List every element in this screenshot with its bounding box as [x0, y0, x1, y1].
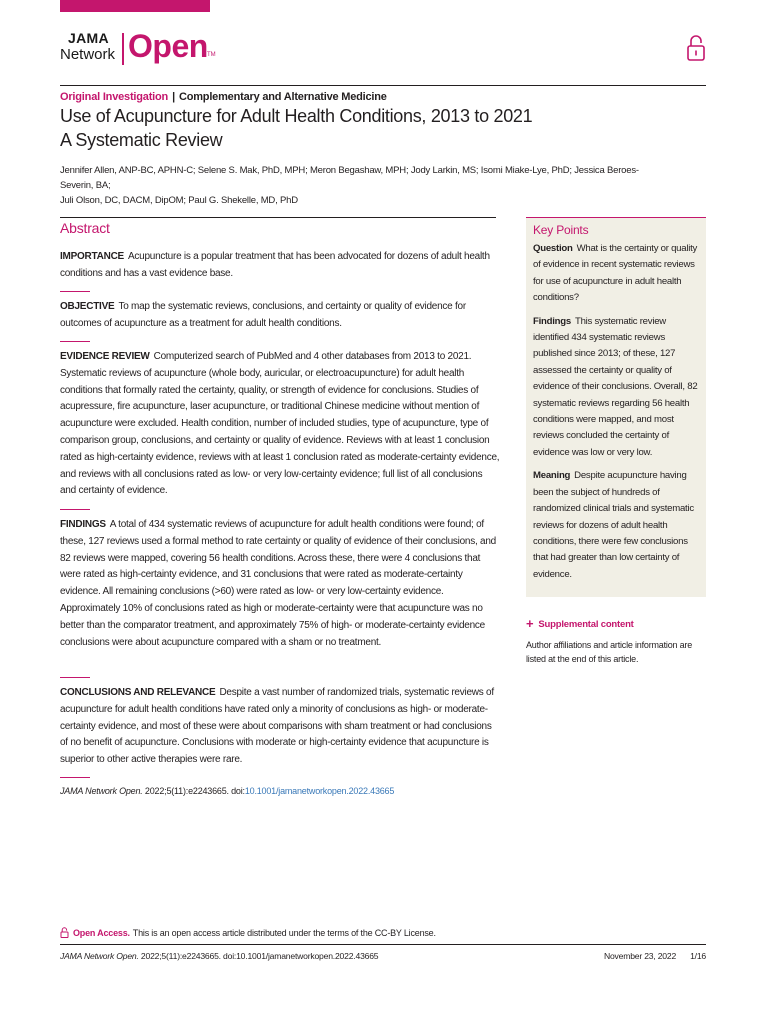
abstract-heading: Abstract — [60, 220, 110, 236]
header-rule — [60, 85, 706, 86]
supplemental-content-link[interactable] — [526, 615, 634, 630]
article-category[interactable]: Complementary and Alternative Medicine — [178, 91, 387, 103]
key-points-box — [526, 217, 706, 597]
open-lock-icon — [60, 927, 69, 940]
key-point-label: Meaning — [533, 470, 571, 482]
journal-logo[interactable] — [60, 30, 280, 70]
section-text: Acupuncture is a popular treatment that has been advocated for dozens of adult health conditions and has a vast evidence base. — [60, 251, 490, 279]
section-text: A total of 434 systematic reviews of acupuncture for adult health conditions were found; of these, 127 reviews used a formal method to rate certainty or quality of evidence of their conclusions, and 82 reviews were mapped, covering 56 health conditions. Across these, there were 4 conclusions that were rated as high-certainty evidence, and 31 conclusions that were rated as moderate-certainty evidence. All remaining conclusions (>60) were rated as low- or very low-certainty evidence. Approximately 10% of conclusions rated as high or moderate-certainty were that acupuncture was no better than the comparator treatment, and approximately 75% of high- or moderate-certainty evidence conclusions were about acupuncture compared with a sham or no treatment. — [60, 519, 496, 648]
article-type[interactable]: Original Investigation — [60, 91, 169, 103]
abstract-citation — [60, 786, 394, 796]
article-title: Use of Acupuncture for Adult Health Conditions, 2013 to 2021 — [60, 106, 533, 126]
affiliations-note: Author affiliations and article information are listed at the end of this article. — [526, 640, 693, 664]
abstract-section-findings — [60, 517, 500, 651]
key-point-findings — [533, 314, 699, 462]
author-line: Juli Olson, DC, DACM, DipOM; Paul G. Shekelle, MD, PhD — [60, 195, 298, 206]
logo-divider — [122, 33, 124, 65]
key-point-text: What is the certainty or quality of evidence in recent systematic reviews for use of acupuncture in adult health conditions? — [533, 243, 698, 304]
key-point-meaning — [533, 468, 699, 583]
section-label: IMPORTANCE — [60, 251, 124, 262]
key-point-text: This systematic review identified 434 systematic reviews published since 2013; of these, 127 assessed the certainty or quality of evidence of their conclusions. Overall, 82 systematic reviews regarding 56 health conditions were mapped, and most reviews concluded the certainty of evidence was low or very low. — [533, 315, 698, 458]
section-label: CONCLUSIONS AND RELEVANCE — [60, 687, 216, 698]
key-point-question — [533, 241, 699, 307]
open-access-notice — [60, 927, 436, 940]
brand-top-bar — [60, 0, 210, 12]
citation-details: 2022;5(11):e2243665. doi: — [144, 786, 245, 796]
logo-jama-text: JAMA — [68, 30, 109, 46]
section-label: FINDINGS — [60, 519, 106, 530]
page-number: 1/16 — [690, 951, 706, 961]
footer-meta — [604, 951, 706, 961]
author-line: Jennifer Allen, ANP-BC, APHN-C; Selene S. Mak, PhD, MPH; Meron Begashaw, MPH; Jody Larkin, MS; Isomi Miake-Lye, PhD; Jessica Beroes-Severin, BA; — [60, 165, 639, 191]
abstract-section-objective — [60, 299, 500, 333]
section-divider — [60, 777, 90, 778]
key-point-label: Question — [533, 243, 573, 254]
open-lock-icon[interactable] — [685, 34, 707, 62]
logo-trademark: TM — [207, 52, 216, 58]
section-text: Despite a vast number of randomized trials, systematic reviews of acupuncture for adult health conditions have rated only a minority of conclusions as high- or moderate-certainty evidence, and most of these were about comparisons with sham treatment or had conclusions of no benefit of acupuncture. Conclusions with moderate or high-certainty evidence that acupuncture is superior to other active therapies were rare. — [60, 687, 494, 766]
logo-open-text: Open — [128, 28, 208, 64]
open-access-label[interactable]: Open Access. — [73, 928, 130, 938]
key-point-text: Despite acupuncture having been the subject of hundreds of randomized clinical trials and systematic reviews for dozens of adult health conditions, there were few conclusions that had greater than low certainty of evidence. — [533, 470, 694, 580]
plus-icon: + — [526, 616, 534, 631]
footer-citation — [60, 951, 378, 961]
section-text: To map the systematic reviews, conclusions, and certainty or quality of evidence for outcomes of acupuncture as a treatment for adult health conditions. — [60, 301, 466, 329]
abstract-section-evidence-review — [60, 349, 500, 500]
footer-rule — [60, 944, 706, 945]
key-points-heading: Key Points — [533, 223, 589, 237]
section-text: Computerized search of PubMed and 4 other databases from 2013 to 2021. Systematic reviews of acupuncture (whole body, auricular, or electroacupuncture) for adult health conditions that formally rated the certainty, quality, or strength of evidence for conclusions. Studies of acupressure, fire acupuncture, laser acupuncture, or traditional Chinese medicine without mention of acupuncture were excluded. Health condition, number of included studies, type of acupuncture, type of comparison group, conclusions, and certainty or quality of evidence. Reviews with at least 1 conclusion rated as high-certainty evidence, reviews with at least 1 conclusion rated as moderate-certainty evidence, and reviews with all conclusions rated as low- or very low-certainty evidence; full list of all conclusions and certainty of evidence. — [60, 351, 500, 497]
kicker-separator: | — [172, 91, 175, 103]
logo-network-text: Network — [60, 46, 116, 63]
footer-date: November 23, 2022 — [603, 951, 677, 961]
section-label: OBJECTIVE — [60, 301, 115, 312]
section-divider — [60, 509, 90, 510]
citation-journal: JAMA Network Open. — [60, 786, 143, 796]
author-list — [60, 163, 660, 208]
article-kicker — [60, 91, 387, 103]
open-access-text: This is an open access article distributed under the terms of the CC-BY License. — [132, 928, 436, 938]
section-label: EVIDENCE REVIEW — [60, 351, 150, 362]
section-divider — [60, 341, 90, 342]
section-divider — [60, 291, 90, 292]
footer-citation-text: 2022;5(11):e2243665. doi:10.1001/jamanetworkopen.2022.43665 — [140, 951, 379, 961]
section-divider — [60, 677, 90, 678]
supplemental-label: Supplemental content — [538, 619, 634, 630]
footer-journal: JAMA Network Open. — [60, 951, 139, 961]
abstract-section-importance — [60, 249, 500, 283]
article-subtitle: A Systematic Review — [60, 130, 223, 150]
abstract-rule — [60, 217, 496, 218]
citation-doi-link[interactable]: 10.1001/jamanetworkopen.2022.43665 — [244, 786, 395, 796]
key-point-label: Findings — [533, 315, 571, 327]
abstract-section-conclusions — [60, 685, 500, 769]
